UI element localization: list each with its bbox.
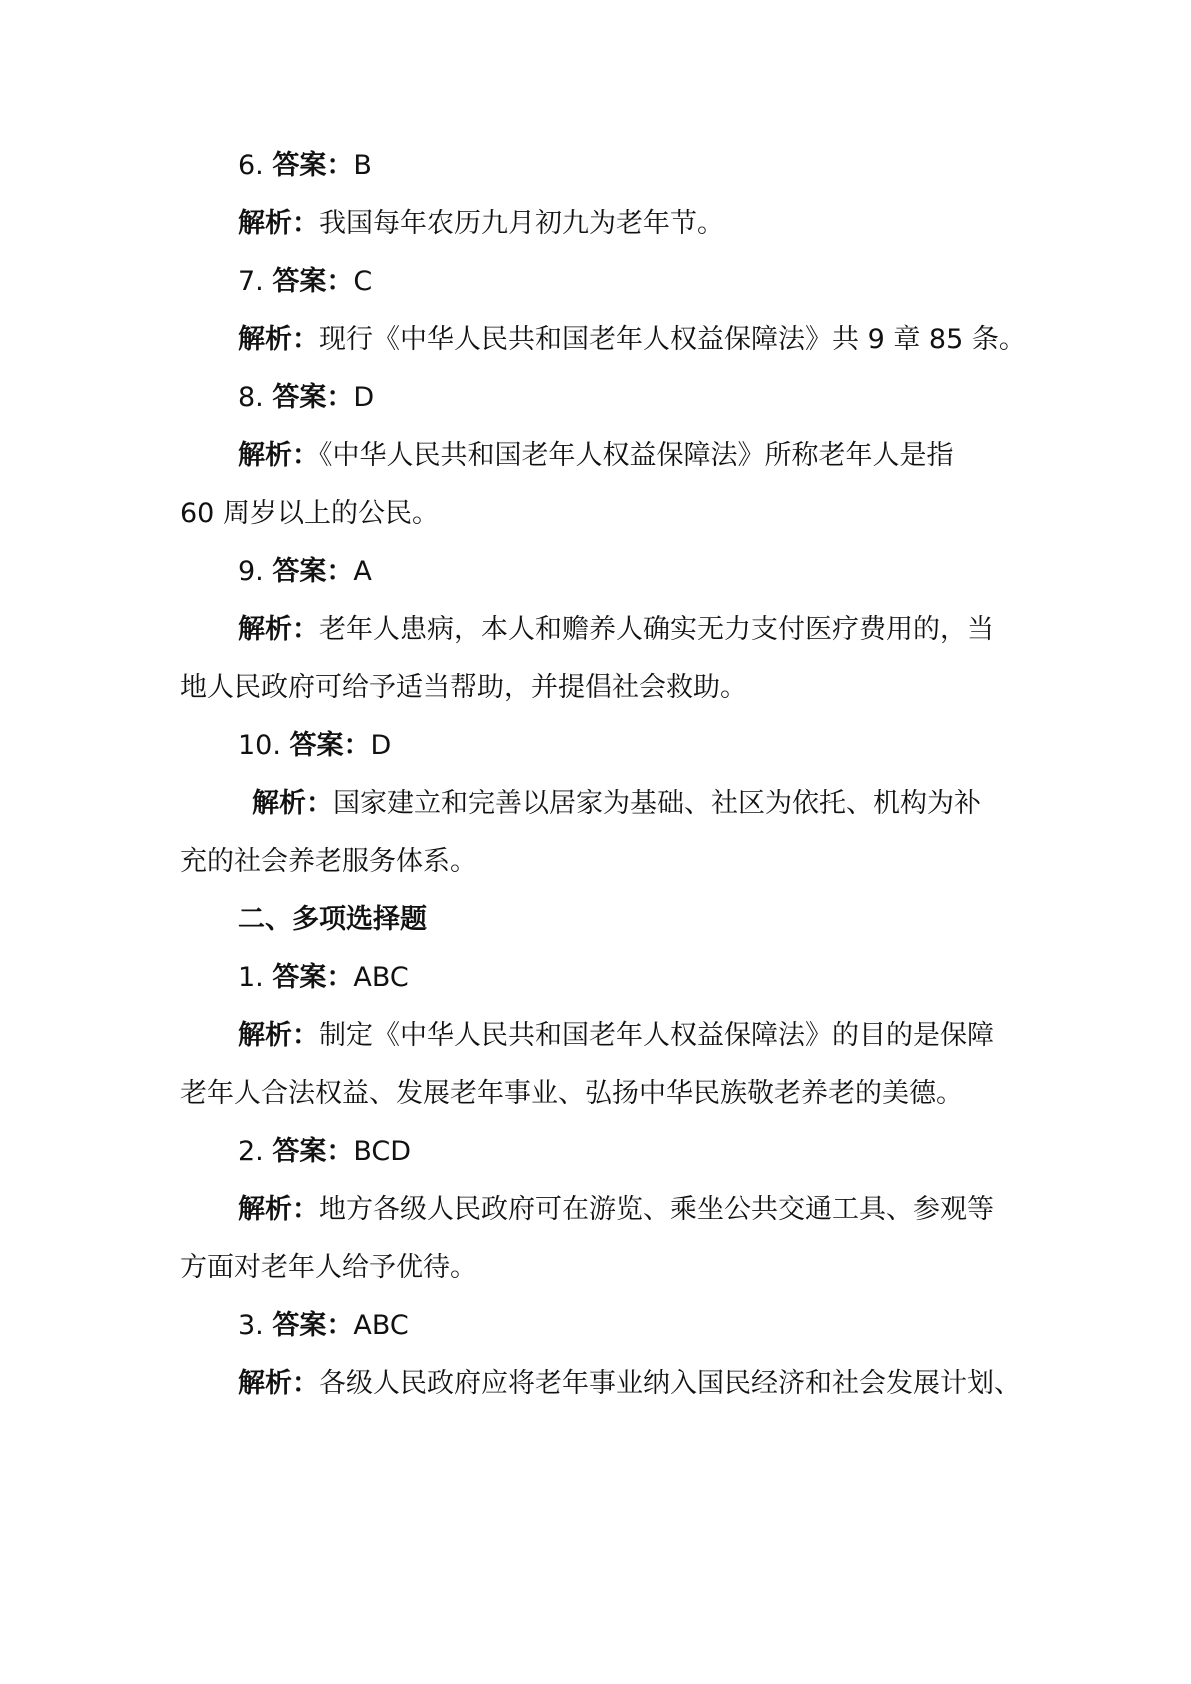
explanation-line-8-cont <box>180 496 1020 532</box>
answer-value: D <box>353 382 375 413</box>
explanation-line-9-cont <box>180 670 1020 706</box>
explanation-line-m2 <box>238 1192 1020 1228</box>
answer-line-m2 <box>238 1134 1020 1170</box>
explanation-label: 解析： <box>238 1194 319 1225</box>
answer-value: ABC <box>353 1310 409 1341</box>
answer-number: 6. <box>238 150 264 181</box>
explanation-line-10 <box>252 786 1020 822</box>
answer-number: 10. <box>238 730 281 761</box>
answer-label: 答案： <box>272 556 354 587</box>
explanation-line-m1-cont <box>180 1076 1020 1112</box>
explanation-line-6 <box>238 206 1020 242</box>
explanation-text: 我国每年农历九月初九为老年节。 <box>319 208 724 239</box>
answer-line-9 <box>238 554 1020 590</box>
explanation-text: 《中华人民共和国老年人权益保障法》所称老年人是指 <box>319 440 954 471</box>
answer-line-m1 <box>238 960 1020 996</box>
explanation-label: 解析： <box>238 208 319 239</box>
explanation-label: 解析： <box>238 614 319 645</box>
answer-number: 2. <box>238 1136 264 1167</box>
answer-number: 8. <box>238 382 264 413</box>
answer-number: 9. <box>238 556 264 587</box>
answer-value: C <box>353 266 373 297</box>
explanation-line-m1 <box>238 1018 1020 1054</box>
answer-label: 答案： <box>272 382 354 413</box>
explanation-label: 解析： <box>238 1368 319 1399</box>
answer-number: 1. <box>238 962 264 993</box>
explanation-text: 各级人民政府应将老年事业纳入国民经济和社会发展计划、 <box>319 1368 1021 1399</box>
answer-label: 答案： <box>272 962 354 993</box>
explanation-label: 解析： <box>238 1020 319 1051</box>
answer-line-6 <box>238 148 1020 184</box>
answer-value: BCD <box>353 1136 412 1167</box>
explanation-line-m2-cont <box>180 1250 1020 1286</box>
answer-line-10 <box>238 728 1020 764</box>
explanation-text: 制定《中华人民共和国老年人权益保障法》的目的是保障 <box>319 1020 994 1051</box>
explanation-label: 解析： <box>238 324 319 355</box>
explanation-text: 地人民政府可给予适当帮助，并提倡社会救助。 <box>180 672 747 703</box>
explanation-text: 国家建立和完善以居家为基础、社区为依托、机构为补 <box>333 788 981 819</box>
explanation-text: 60 周岁以上的公民。 <box>180 498 439 529</box>
explanation-label: 解析： <box>252 788 333 819</box>
section-title: 二、多项选择题 <box>238 904 427 935</box>
answer-line-m3 <box>238 1308 1020 1344</box>
explanation-line-9 <box>238 612 1020 648</box>
answer-line-7 <box>238 264 1020 300</box>
answer-label: 答案： <box>289 730 371 761</box>
explanation-text: 老年人合法权益、发展老年事业、弘扬中华民族敬老养老的美德。 <box>180 1078 963 1109</box>
explanation-label: 解析： <box>238 440 319 471</box>
answer-label: 答案： <box>272 150 354 181</box>
answer-number: 3. <box>238 1310 264 1341</box>
answer-label: 答案： <box>272 1136 354 1167</box>
explanation-line-7 <box>238 322 1026 358</box>
explanation-text: 地方各级人民政府可在游览、乘坐公共交通工具、参观等 <box>319 1194 994 1225</box>
answer-value: ABC <box>353 962 409 993</box>
explanation-line-10-cont <box>180 844 1020 880</box>
explanation-text: 充的社会养老服务体系。 <box>180 846 477 877</box>
answer-value: A <box>353 556 372 587</box>
answer-label: 答案： <box>272 266 354 297</box>
answer-value: B <box>353 150 372 181</box>
answer-line-8 <box>238 380 1020 416</box>
explanation-text: 老年人患病，本人和赡养人确实无力支付医疗费用的，当 <box>319 614 994 645</box>
answer-label: 答案： <box>272 1310 354 1341</box>
explanation-line-8 <box>238 438 1020 474</box>
answer-number: 7. <box>238 266 264 297</box>
answer-value: D <box>370 730 392 761</box>
explanation-text: 方面对老年人给予优待。 <box>180 1252 477 1283</box>
explanation-text: 现行《中华人民共和国老年人权益保障法》共 9 章 85 条。 <box>319 324 1026 355</box>
explanation-line-m3 <box>238 1366 1020 1402</box>
